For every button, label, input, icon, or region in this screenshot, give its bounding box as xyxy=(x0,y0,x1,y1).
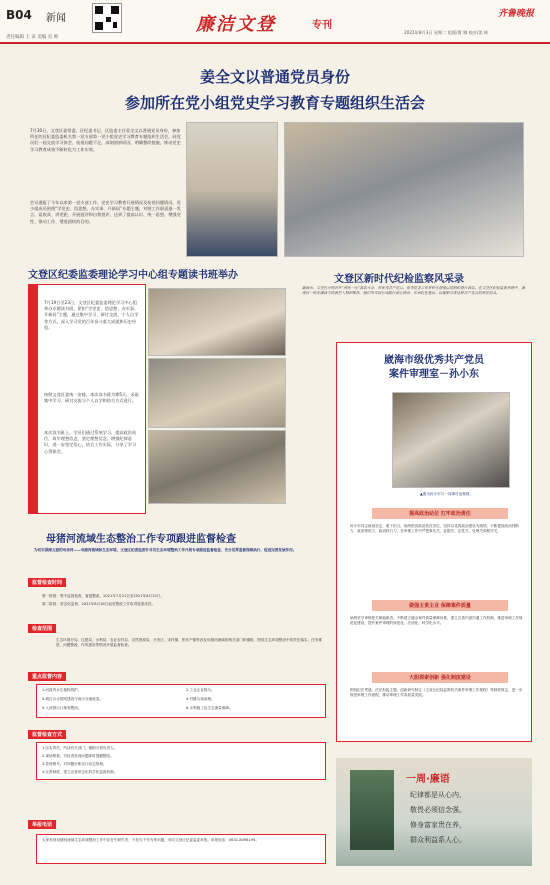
banner-line2: 敬畏必须信念强。 xyxy=(410,806,466,814)
lead-photo-meeting xyxy=(284,122,524,257)
editor-credit: 责任编辑 王 寅 美编 史 帅 xyxy=(6,35,59,40)
article3-intro: 崴海市、文登区分别召开“两优一先”表彰大会，对优秀共产党员、优秀党务工作者和先进基层党组织进行表彰。在文登区纪检监察系统中，涌现出一批充满活力的典型人物和集体，他们用实际行动践行初心使命，传承红色基因，以履职尽责诠释共产党员的责任担当。 xyxy=(302,286,525,296)
card-subhead-1: 提高政治站位 扛牢政治责任 xyxy=(372,508,508,519)
card-text-1: 孙小东同志政治坚定，敢于担当，始终把讲政治放在首位，坚持以党的政治建设为统领，不断提高政治判断力、政治领悟力、政治执行力，在审理工作中严把事实关、证据关、定性关、处理关和程序关。 xyxy=(350,524,519,534)
article3-headline: 文登区新时代纪检监察风采录 xyxy=(334,274,464,285)
s3-item-5: 5.入河排污口排查整治。 xyxy=(42,706,82,710)
s1-label: 监督检查时间 xyxy=(28,578,66,587)
article4-headline: 母猪河流域生态整治工作专项跟进监督检查 xyxy=(46,534,236,545)
dateline: 2021年8月3日 星期二 组版/曹 娜 校对/姜 林 xyxy=(404,30,489,35)
s3-item-3: 3.城区污水管网建设与雨污分流改造。 xyxy=(42,697,103,701)
main-title-line1: 姜全文以普通党员身份 xyxy=(199,68,350,86)
banner-line4: 群众利益系人心。 xyxy=(410,836,466,844)
s4-item-1: 1.压实责任，约谈有关部门、镇街分管负责人。 xyxy=(42,746,118,750)
article2-para1: 7月19日至23日，文登区纪委监委理论学习中心组举办专题读书班，紧扣“学党史、悟思想、办实事、开新局”主题，通过集中学习、研讨交流、个人自学等方式，深入学习党的百年奋斗重大成就和历史经验。 xyxy=(44,300,139,330)
banner-art xyxy=(350,770,394,850)
s4-item-2: 2.现场察看，对检查发现问题即时提醒整改。 xyxy=(42,754,114,758)
main-title-line2: 参加所在党小组党史学习教育专题组织生活会 xyxy=(124,94,425,112)
s3-item-1: 1.河道内水生植物管护。 xyxy=(42,688,82,692)
section-name: 新闻 xyxy=(46,13,66,24)
card-text-2: 始终坚守审核把关职能职责，不断建立健全案件质量保障体系，建立完善内部沟通工作机制，推进审理工作规范化建设，提升案件审理的规范化、法治化、科学化水平。 xyxy=(350,616,523,626)
s3-item-6: 6.水利施工及生态流量保障。 xyxy=(186,706,233,710)
s2-text: 生态环境分局、住建局、水利局、农业农村局、自然资源局、开发区、宋村镇、张家产镇等涉及母猪河流域的相关部门和镇街，围绕生态环境整治中的责任落实、任务推进、问题整改、作风建设等情况开展监督检查。 xyxy=(56,638,322,648)
s4-item-3: 3.挂账销号，对问题台账实行动态管理。 xyxy=(42,762,107,766)
s5-label: 举报电话 xyxy=(28,820,56,829)
card-photo xyxy=(392,392,510,488)
article2-photo-3 xyxy=(148,430,286,504)
card-text-3: 围绕纪法贯通、法法衔接主题，创新研究制定《文登区纪检监察机关案件审理工作规程》等制度规定，进一步规范审理工作流程，推动审理工作高质量发展。 xyxy=(350,688,523,698)
s3-label: 重点监督内容 xyxy=(28,672,66,681)
article4-intro: 为切实保障文登的母亲河——母猪河流域和生态环境，文登区纪委监委针对其生态环境整治工作开展专项跟进监督检查，充分发挥监督保障执行、促进完善发展作用。 xyxy=(34,548,297,552)
s4-item-4: 4.完善制度，建立完善常态化科学化监督机制。 xyxy=(42,770,118,774)
s3-item-2: 2.工业企业排污。 xyxy=(186,688,215,692)
s4-label: 监督检查方式 xyxy=(28,730,66,739)
banner-title: 一周·廉语 xyxy=(406,774,450,785)
lead-paragraph-2: 会议通报了今年以来第一党支部工作、党史学习教育开展情况及检视问题情况，党小组成员围绕“学党史、悟思想、办实事、开新局”专题主题，对照工作职责逐一发言，谈收获、讲差距、开展批评和自我批评，达到了提高认识、统一思想、增强党性、推动工作、增进团结的目的。 xyxy=(30,200,181,224)
card-title-line2: 案件审理室－孙小东 xyxy=(389,369,479,380)
card-subhead-2: 做强主责主业 保障案件质量 xyxy=(372,600,508,611)
card-title-line1: 崴海市级优秀共产党员 xyxy=(384,355,484,366)
s2-label: 检查范围 xyxy=(28,624,56,633)
s1-line1: 第一阶段：集中监督检查，督促整改，2021年7月21日至2021年8月15日。 xyxy=(42,594,164,598)
header-divider xyxy=(0,42,550,44)
article2-para3: 本次读书班上，学员们通过系统学习，提高政治站位，筑牢理想信念，坚定理想信念，增强纪律意识，进一步坚定信心，结合工作实际，分享了学习心得体会。 xyxy=(44,430,137,454)
banner-line1: 纪律都是从心内， xyxy=(410,791,466,799)
article2-para2: 按照文登区委统一安排，本次读书班为期5天，采取集中学习、研讨交流与个人自学相结合方式进行。 xyxy=(44,392,139,404)
s5-text: 大家发现母猪河流域生态环境整治工作中存在失职失责、不担当不作为等问题，可向文登区纪委监委举报。举报电话：0631-8498195。 xyxy=(42,838,259,842)
s1-line2: 第二阶段：常态化监督，2021年8月16日起至整改工作取得显著成效。 xyxy=(42,602,156,606)
qr-code-icon xyxy=(92,3,122,33)
lead-photo-speaker xyxy=(186,122,278,257)
article2-photo-2 xyxy=(148,358,286,428)
card-subhead-3: 大胆探索创新 强化制度建设 xyxy=(372,672,508,683)
s3-item-4: 4.村镇污染治理。 xyxy=(186,697,215,701)
article2-photo-1 xyxy=(148,288,286,356)
page-number: B04 xyxy=(6,8,32,22)
newspaper-logo: 齐鲁晚报 xyxy=(498,9,535,19)
brand-subtitle: 专刊 xyxy=(312,20,332,31)
card-photo-caption: ▲图为孙小东与一同事讨论案情。 xyxy=(420,492,474,496)
article2-headline: 文登区纪委监委理论学习中心组专题读书班举办 xyxy=(28,270,238,281)
banner-line3: 修身富家贵在养， xyxy=(410,821,466,829)
brand-title: 廉洁文登 xyxy=(196,14,276,35)
lead-paragraph-1: 7月30日，文登区委常委、区纪委书记、区监委主任姜全文以普通党员身份，参加所在的区纪委监委机关第一党支部第一党小组党史学习教育专题组织生活会，同党员们一起交流学习体会，检视问题不足，深刻剖析原因，明确整改措施，推动党史学习教育成效不断转化为工作实效。 xyxy=(30,128,181,152)
